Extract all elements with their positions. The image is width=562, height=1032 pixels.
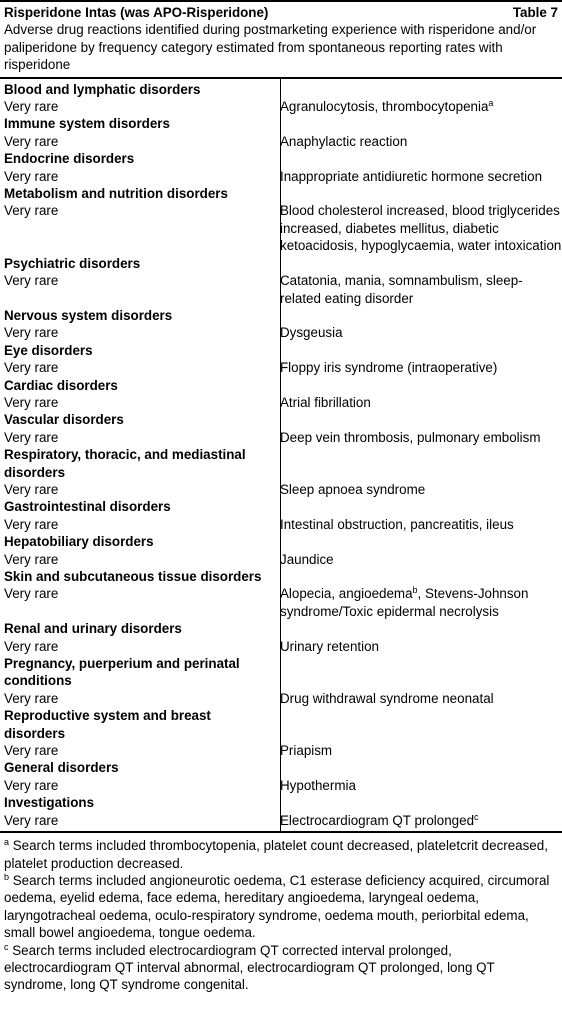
organ-class-heading: Investigations <box>4 795 95 811</box>
organ-class-heading: Metabolism and nutrition disorders <box>4 186 228 202</box>
frequency-cell: Very rare <box>4 586 59 602</box>
reactions-text: Priapism <box>280 743 333 759</box>
reactions-cell <box>274 272 562 307</box>
table-row-group <box>0 620 562 655</box>
table-row-group <box>0 794 562 829</box>
table-row-group <box>0 377 562 412</box>
footnote-marker: a <box>4 837 10 848</box>
reactions-text: Agranulocytosis, thrombocytopenia <box>280 99 489 115</box>
reactions-cell <box>274 777 562 794</box>
reactions-text: Inappropriate antidiuretic hormone secretion <box>280 168 543 184</box>
reactions-cell <box>274 690 562 707</box>
reactions-text: Anaphylactic reaction <box>280 133 408 149</box>
organ-class-heading: Immune system disorders <box>4 116 170 132</box>
reactions-text: Blood cholesterol increased, blood triglycerides increased, diabetes mellitus, diabetic ketoacidosis, hypoglycaemia, water intoxication <box>280 203 562 254</box>
organ-class-heading: General disorders <box>4 760 119 776</box>
footnote <box>4 942 558 994</box>
reactions-text: Intestinal obstruction, pancreatitis, ileus <box>280 516 514 532</box>
reactions-text: Sleep apnoea syndrome <box>280 481 426 497</box>
organ-class-heading: Pregnancy, puerperium and perinatal conditions <box>4 656 240 689</box>
frequency-cell: Very rare <box>4 394 59 410</box>
footnote-marker: b <box>4 871 10 882</box>
reactions-text: Dysgeusia <box>280 325 343 341</box>
organ-class-heading: Hepatobiliary disorders <box>4 534 154 550</box>
reactions-text: Hypothermia <box>280 777 356 793</box>
reactions-text: Urinary retention <box>280 638 379 654</box>
frequency-cell: Very rare <box>4 99 59 115</box>
reactions-cell <box>274 133 562 150</box>
reactions-cell <box>274 638 562 655</box>
organ-class-heading: Endocrine disorders <box>4 151 135 167</box>
table-row-group <box>0 81 562 116</box>
frequency-cell: Very rare <box>4 812 59 828</box>
organ-class-heading: Reproductive system and breast disorders <box>4 708 211 741</box>
table-row-group <box>0 707 562 759</box>
organ-class-heading: Blood and lymphatic disorders <box>4 81 201 97</box>
organ-class-heading: Renal and urinary disorders <box>4 621 182 637</box>
footnotes <box>0 833 562 994</box>
organ-class-heading: Psychiatric disorders <box>4 255 141 271</box>
table-header <box>0 0 562 77</box>
organ-class-heading: Cardiac disorders <box>4 377 118 393</box>
reactions-cell <box>274 168 562 185</box>
reactions-cell <box>274 394 562 411</box>
reactions-cell <box>274 585 562 620</box>
footnote-marker: c <box>4 941 9 952</box>
reactions-cell <box>274 429 562 446</box>
reactions-text: Jaundice <box>280 551 334 567</box>
reactions-cell <box>274 202 562 254</box>
table-row-group <box>0 533 562 568</box>
frequency-cell: Very rare <box>4 273 59 289</box>
frequency-cell: Very rare <box>4 481 59 497</box>
reactions-cell <box>274 98 562 115</box>
reactions-text: Catatonia, mania, somnambulism, sleep-related eating disorder <box>280 273 523 306</box>
reactions-cell <box>274 516 562 533</box>
table-row-group <box>0 185 562 255</box>
column-divider <box>280 79 281 831</box>
organ-class-heading: Nervous system disorders <box>4 307 173 323</box>
table-row-group <box>0 446 562 498</box>
table-row-group <box>0 655 562 707</box>
organ-class-heading: Skin and subcutaneous tissue disorders <box>4 569 262 584</box>
footnote-text: Search terms included angioneurotic oedema, C1 esterase deficiency acquired, circumoral oedema, eyelid edema, face edema, hereditary angioedema, laryngeal oedema, laryngotracheal oedema, oculo-respiratory syndrome, oedema mouth, periorbital edema, small bowel angioedema, tongue oedema. <box>4 872 550 941</box>
reactions-cell <box>274 324 562 341</box>
reactions-text: Alopecia, angioedema <box>280 586 413 602</box>
organ-class-heading: Respiratory, thoracic, and mediastinal disorders <box>4 447 246 480</box>
reactions-text: Electrocardiogram QT prolonged <box>280 812 475 828</box>
reactions-text: Floppy iris syndrome (intraoperative) <box>280 360 498 376</box>
frequency-cell: Very rare <box>4 168 59 184</box>
reactions-text: , Stevens-Johnson syndrome/Toxic epidermal necrolysis <box>280 586 529 619</box>
frequency-cell: Very rare <box>4 133 59 149</box>
footnote-marker: b <box>412 585 418 596</box>
reactions-cell <box>274 481 562 498</box>
frequency-cell: Very rare <box>4 638 59 654</box>
reactions-text: Deep vein thrombosis, pulmonary embolism <box>280 429 541 445</box>
table-row-group <box>0 342 562 377</box>
footnote-text: Search terms included electrocardiogram QT corrected interval prolonged, electrocardiogram QT interval abnormal, electrocardiogram QT prolonged, long QT syndrome, long QT syndrome congenital. <box>4 942 495 993</box>
frequency-cell: Very rare <box>4 325 59 341</box>
table-row-group <box>0 498 562 533</box>
table-row-group <box>0 759 562 794</box>
frequency-cell: Very rare <box>4 743 59 759</box>
title-row <box>4 4 558 21</box>
frequency-cell: Very rare <box>4 551 59 567</box>
table-row-group <box>0 115 562 150</box>
frequency-cell: Very rare <box>4 429 59 445</box>
table-title: Risperidone Intas (was APO-Risperidone) <box>4 5 269 20</box>
reactions-cell <box>274 359 562 376</box>
table-row-group <box>0 307 562 342</box>
frequency-cell: Very rare <box>4 777 59 793</box>
table-row-group <box>0 150 562 185</box>
table-body <box>0 79 562 831</box>
organ-class-heading: Vascular disorders <box>4 412 124 428</box>
table-row-group <box>0 568 562 620</box>
reactions-cell <box>274 812 562 829</box>
organ-class-heading: Eye disorders <box>4 342 93 358</box>
table-caption: Adverse drug reactions identified during postmarketing experience with risperidone and/or paliperidone by frequency category estimated from spontaneous reporting rates with risperidone <box>4 22 537 73</box>
footnote-marker: a <box>488 98 494 109</box>
reactions-cell <box>274 551 562 568</box>
reactions-text: Drug withdrawal syndrome neonatal <box>280 690 494 706</box>
footnote-text: Search terms included thrombocytopenia, platelet count decreased, plateletcrit decreased, platelet production decreased. <box>4 838 548 871</box>
footnote <box>4 837 558 872</box>
table-number: Table 7 <box>512 5 558 20</box>
organ-class-heading: Gastrointestinal disorders <box>4 499 171 515</box>
reactions-text: Atrial fibrillation <box>280 394 371 410</box>
adverse-reactions-table <box>0 77 562 833</box>
frequency-cell: Very rare <box>4 690 59 706</box>
table-row-group <box>0 255 562 307</box>
footnote <box>4 872 558 942</box>
frequency-cell: Very rare <box>4 516 59 532</box>
footnote-marker: c <box>474 811 479 822</box>
frequency-cell: Very rare <box>4 360 59 376</box>
reactions-cell <box>274 742 562 759</box>
frequency-cell: Very rare <box>4 203 59 219</box>
table-row-group <box>0 411 562 446</box>
